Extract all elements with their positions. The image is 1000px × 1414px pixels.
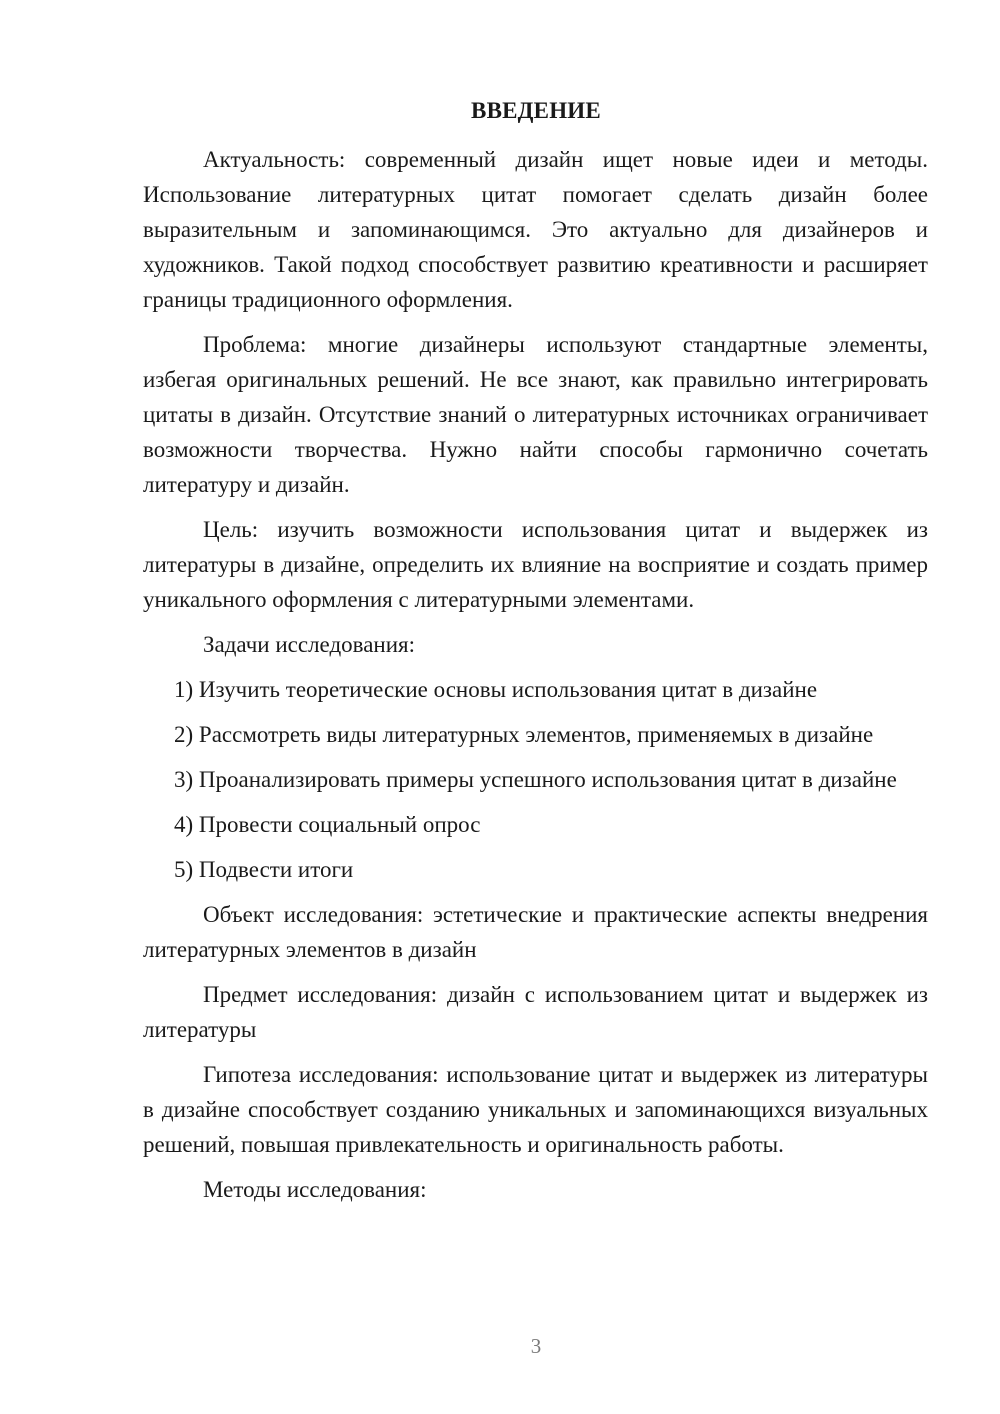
paragraph-problem: Проблема: многие дизайнеры используют стандартные элементы, избегая оригинальных решений. Не все знают, как правильно интегрировать цитаты в дизайн. Отсутствие знаний о литературных источниках ограничивает возможности творчества. Нужно найти способы гармонично сочетать литературу и дизайн. — [143, 332, 928, 497]
paragraph-object: Объект исследования: эстетические и практические аспекты внедрения литературных элементов в дизайн — [143, 902, 928, 962]
paragraph-hypothesis: Гипотеза исследования: использование цитат и выдержек из литературы в дизайне способствует созданию уникальных и запоминающихся визуальных решений, повышая привлекательность и оригинальность работы. — [143, 1062, 928, 1157]
task-item-4: 4) Провести социальный опрос — [174, 812, 481, 837]
paragraph-subject: Предмет исследования: дизайн с использованием цитат и выдержек из литературы — [143, 982, 928, 1042]
page-number: 3 — [530, 1334, 542, 1358]
task-item-1: 1) Изучить теоретические основы использования цитат в дизайне — [174, 677, 818, 702]
task-item-5: 5) Подвести итоги — [174, 857, 354, 882]
paragraph-tasks-heading: Задачи исследования: — [203, 632, 416, 657]
task-item-2: 2) Рассмотреть виды литературных элементов, применяемых в дизайне — [174, 722, 874, 747]
paragraph-methods: Методы исследования: — [203, 1177, 427, 1202]
section-heading: ВВЕДЕНИЕ — [471, 98, 601, 123]
document-body — [143, 142, 928, 1217]
paragraph-goal: Цель: изучить возможности использования цитат и выдержек из литературы в дизайне, определить их влияние на восприятие и создать пример уникального оформления с литературными элементами. — [143, 517, 928, 612]
paragraph-relevance: Актуальность: современный дизайн ищет новые идеи и методы. Использование литературных цитат помогает сделать дизайн более выразительным и запоминающимся. Это актуально для дизайнеров и художников. Такой подход способствует развитию креативности и расширяет границы традиционного оформления. — [143, 147, 928, 312]
task-item-3: 3) Проанализировать примеры успешного использования цитат в дизайне — [174, 767, 897, 792]
